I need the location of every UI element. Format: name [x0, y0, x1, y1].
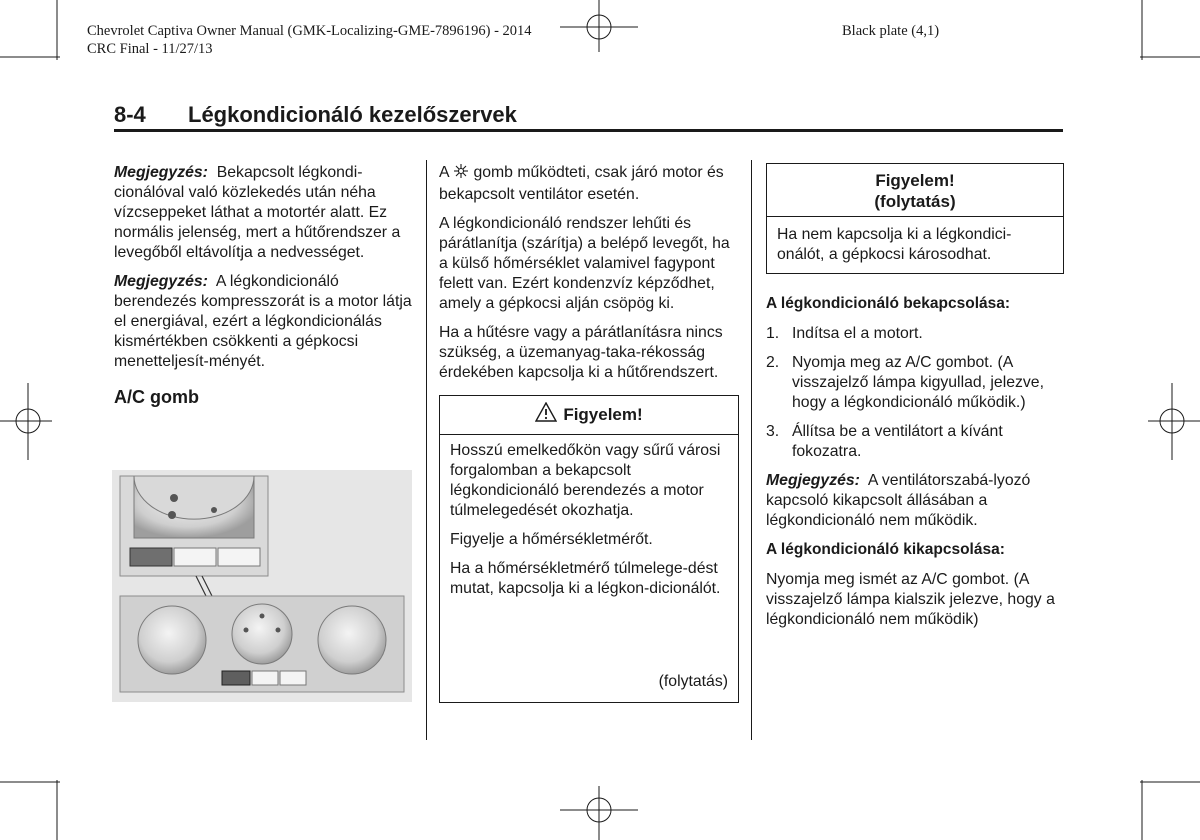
warning-header [440, 396, 738, 435]
note-text: Bekapcsolt légkondi-cionálóval való közlekedés után néha vízcseppeket láthat a motortér alatt. Ez normális jelenség, mert a hűtőrendszer a levegőből eltávolítja a nedvességet. [114, 164, 401, 261]
warning-box [439, 395, 739, 703]
note-paragraph-2 [114, 272, 414, 372]
paragraph-dehumidify: A légkondicionáló rendszer lehűti és párátlanítja (szárítja) a belépő levegőt, ha a külső hőmérséklet valamivel fagypont felett van. Ezért kondenzvíz képződhet, amely a gépkocsi alján csöpög ki. [439, 215, 730, 312]
warning-continued-header [767, 164, 1063, 217]
note-text: A ventilátorszabá-lyozó kapcsoló kikapcsolt állásában a légkondicionáló nem működik. [766, 472, 1031, 529]
steps-list [766, 324, 1064, 462]
switch-off-heading: A légkondicionáló kikapcsolása: [766, 541, 1005, 558]
column-1 [114, 163, 414, 407]
plate-label: Black plate (4,1) [842, 23, 940, 39]
warning-triangle-icon [535, 398, 557, 436]
warning-continued-box [766, 163, 1064, 274]
list-item [766, 353, 1064, 413]
column-divider-2 [751, 160, 752, 740]
page-number: 8-4 [114, 102, 146, 127]
warning-continued-body [767, 217, 1063, 273]
header-line-2: CRC Final - 11/27/13 [87, 41, 213, 57]
note-label: Megjegyzés: [114, 164, 208, 181]
step-text: Indítsa el a motort. [792, 325, 923, 342]
note-text: A légkondicionáló berendezés kompresszorát is a motor látja el energiával, ezért a légkondicionálás kismértékben csökkenti a gépkocsi menetteljesít-ményét. [114, 273, 412, 370]
warning-paragraph-2: Figyelje a hőmérsékletmérőt. [450, 531, 653, 548]
step-number: 1. [766, 325, 780, 342]
column-divider-1 [426, 160, 427, 740]
note-label: Megjegyzés: [766, 472, 860, 489]
warning-paragraph-3: Ha a hőmérsékletmérő túlmelege-dést mutat, kapcsolja ki a légkon-dicionálót. [450, 560, 721, 597]
paragraph-economy: Ha a hűtésre vagy a párátlanításra nincs szükség, a üzemanyag-taka-rékosság érdekében kapcsolja ki a hűtőrendszert. [439, 324, 723, 381]
warning-body [440, 435, 738, 614]
continued-label: (folytatás) [658, 673, 728, 690]
switch-off-text: Nyomja meg ismét az A/C gombot. (A visszajelző lámpa kialszik jelezve, hogy a légkondicionáló nem működik) [766, 571, 1055, 628]
step-number: 3. [766, 423, 780, 440]
list-item [766, 422, 1064, 462]
continued-label: (folytatás) [874, 192, 956, 211]
section-title: Légkondicionáló kezelőszervek [188, 102, 517, 127]
title-rule [114, 129, 1063, 132]
column-3 [766, 163, 1064, 639]
note-paragraph-1 [114, 163, 414, 263]
ac-button-heading: A/C gomb [114, 387, 199, 407]
list-item [766, 324, 1064, 344]
warning-title: Figyelem! [875, 171, 955, 190]
warning-paragraph-1: Hosszú emelkedőkön vagy sűrű városi forgalomban a bekapcsolt légkondicionáló berendezés a motor túlmelegedését okozhatja. [450, 442, 721, 519]
fan-note-paragraph [766, 471, 1064, 531]
header-line-1: Chevrolet Captiva Owner Manual (GMK-Localizing-GME-7896196) - 2014 [87, 23, 532, 39]
climate-control-illustration [112, 470, 412, 702]
text-fragment: A [439, 164, 449, 181]
switch-on-heading: A légkondicionáló bekapcsolása: [766, 295, 1011, 312]
step-text: Állítsa be a ventilátort a kívánt fokozatra. [792, 423, 1003, 460]
document-header [87, 22, 532, 58]
ac-button-paragraph [439, 163, 739, 205]
warning-title: Figyelem! [563, 405, 643, 424]
text-fragment: gomb működteti, csak járó motor és bekapcsolt ventilátor esetén. [439, 164, 724, 203]
column-2 [439, 163, 739, 703]
note-label: Megjegyzés: [114, 273, 208, 290]
step-number: 2. [766, 354, 780, 371]
step-text: Nyomja meg az A/C gombot. (A visszajelző lámpa kigyullad, jelezve, hogy a légkondicionáló működik.) [792, 354, 1044, 411]
page-title [114, 102, 517, 128]
snowflake-icon [453, 163, 469, 185]
warning-text: Ha nem kapcsolja ki a légkondici-onálót, a gépkocsi károsodhat. [777, 226, 1012, 263]
